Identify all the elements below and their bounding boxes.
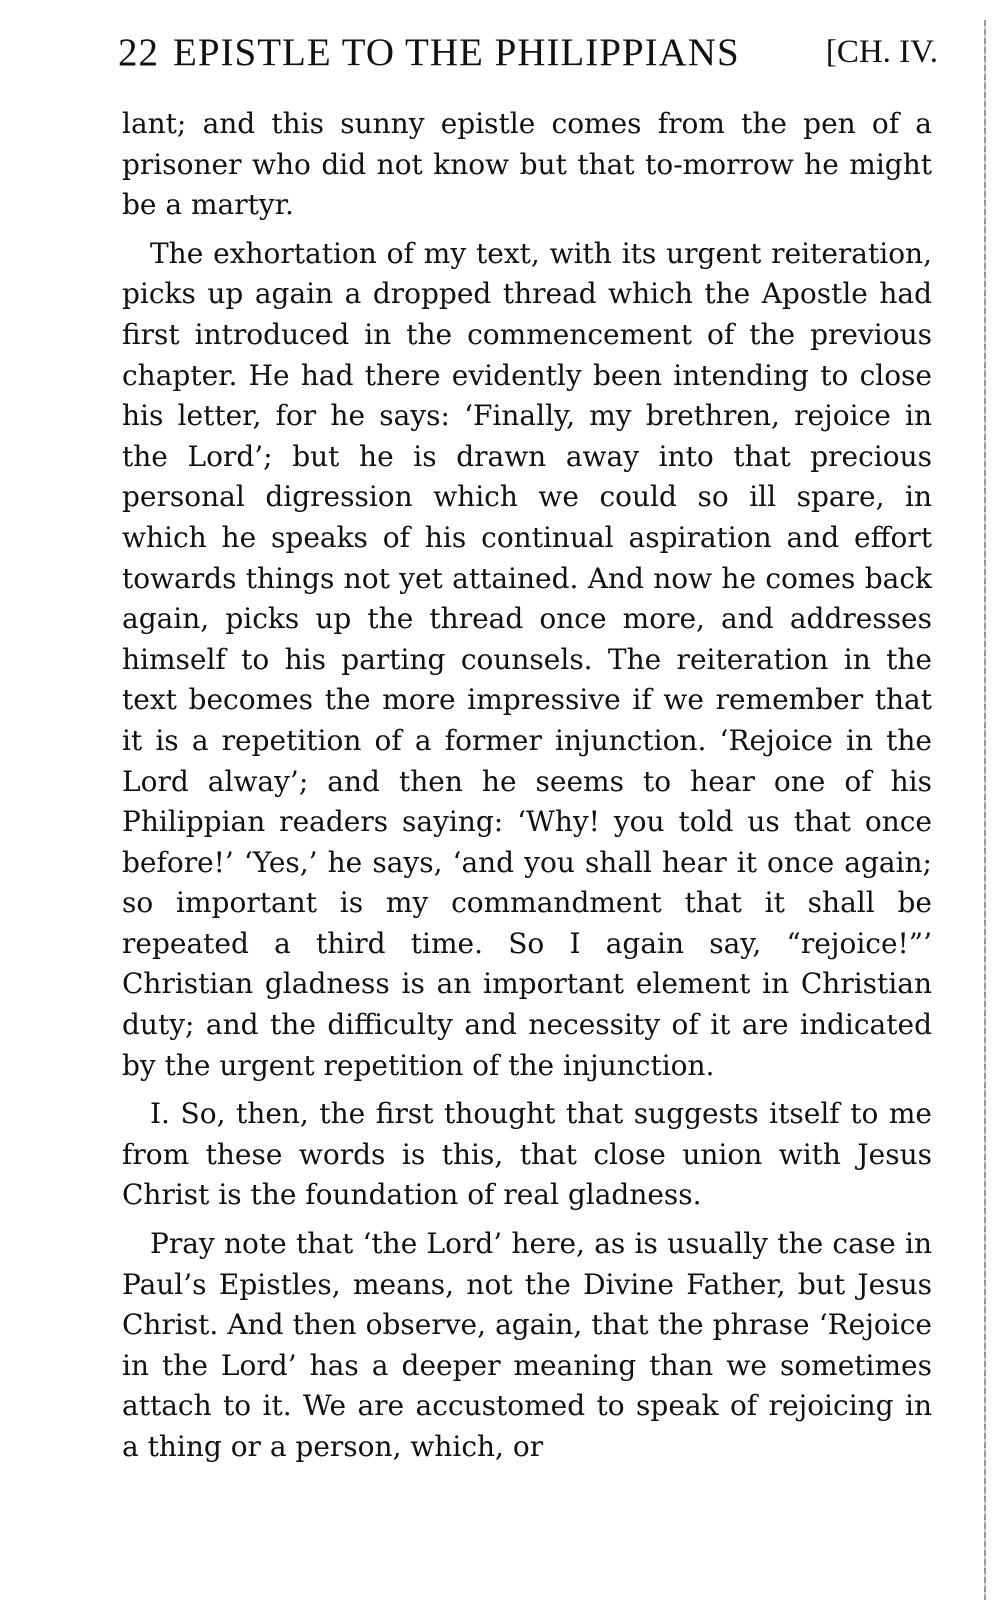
paragraph-point-one: I. So, then, the first thought that suggests itself to me from these words is this, that close union with Jesus Christ is the foundation of real gladness. [122,1097,932,1212]
scan-edge-divider [984,20,986,1600]
page-number: 22 [118,31,159,74]
paragraph-the-lord: Pray note that ‘the Lord’ here, as is usually the case in Paul’s Epistles, means, not the Divine Father, but Jesus Christ. And then observe, again, that the phrase ‘Rejoice in the Lord’ has a deeper meaning than we sometimes attach to it. We are accustomed to speak of rejoicing in a thing or a person, which, or [122,1227,932,1463]
running-header [118,30,938,80]
chapter-reference: [CH. IV. [825,34,938,70]
paragraph-exhortation: The exhortation of my text, with its urgent reiteration, picks up again a dropped thread which the Apostle had first introduced in the commencement of the previous chapter. He had there evidently been intending to close his letter, for he says: ‘Finally, my brethren, rejoice in the Lord’; but he is drawn away into that precious personal digression which we could so ill spare, in which he speaks of his continual aspiration and effort towards things not yet attained. And now he comes back again, picks up the thread once more, and addresses himself to his parting counsels. The reiteration in the text becomes the more impressive if we remember that it is a repetition of a former injunction. ‘Rejoice in the Lord alway’; and then he seems to hear one of his Philippian readers saying: ‘Why! you told us that once before!’ ‘Yes,’ he says, ‘and you shall hear it once again; so important is my commandment that it shall be repeated a third time. So I again say, “rejoice!”’ Christian gladness is an important element in Christian duty; and the difficulty and necessity of it are indicated by the urgent repetition of the injunction. [122,236,932,1082]
body-text [122,104,932,1476]
paragraph-continued: lant; and this sunny epistle comes from the pen of a prisoner who did not know but that to-morrow he might be a martyr. [122,107,932,222]
running-title: EPISTLE TO THE PHILIPPIANS [173,31,740,74]
